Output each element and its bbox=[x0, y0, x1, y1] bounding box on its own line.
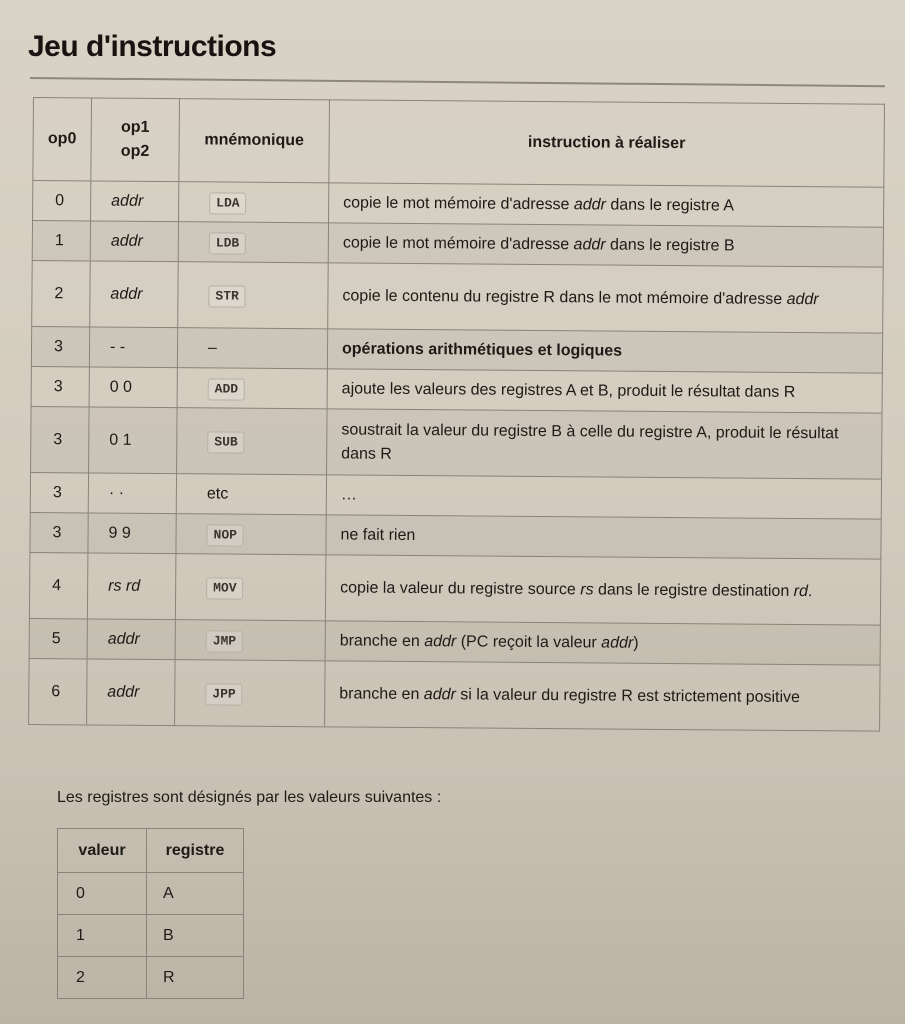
cell-op12: 0 0 bbox=[89, 367, 177, 408]
mnemonic-code: ADD bbox=[208, 378, 246, 400]
register-row bbox=[58, 873, 244, 915]
cell-mnemonic bbox=[178, 222, 328, 263]
table-row bbox=[30, 472, 881, 519]
title-divider bbox=[30, 77, 885, 87]
table-row bbox=[32, 221, 883, 268]
cell-op0: 3 bbox=[31, 366, 89, 406]
instruction-text: copie le mot mémoire d'adresse bbox=[342, 233, 574, 253]
table-row bbox=[32, 260, 883, 333]
cell-op12: 9 9 bbox=[88, 513, 176, 554]
mnemonic-code: JPP bbox=[205, 683, 243, 705]
instruction-text: copie le mot mémoire d'adresse bbox=[343, 193, 574, 213]
cell-instruction bbox=[325, 661, 881, 731]
cell-op0: 5 bbox=[29, 618, 87, 658]
cell-op12: addr bbox=[91, 181, 179, 222]
register-row bbox=[58, 957, 244, 999]
registers-note: Les registres sont désignés par les valeurs suivantes : bbox=[57, 789, 442, 806]
instruction-text: dans le registre destination bbox=[593, 580, 794, 600]
instruction-text: (PC reçoit la valeur bbox=[456, 632, 602, 651]
table-row bbox=[33, 181, 884, 228]
table-row bbox=[29, 552, 880, 625]
cell-op0: 6 bbox=[29, 658, 88, 724]
cell-instruction: soustrait la valeur du registre B à celle du registre A, produit le résultat dans R bbox=[327, 409, 883, 479]
mnemonic-code: MOV bbox=[206, 577, 244, 599]
register-value: 1 bbox=[58, 915, 147, 957]
cell-op12: 0 1 bbox=[89, 407, 178, 474]
instruction-text: dans le registre A bbox=[605, 196, 735, 215]
cell-instruction bbox=[325, 621, 880, 665]
instruction-operand: addr bbox=[573, 195, 606, 214]
mnemonic-code: STR bbox=[208, 285, 246, 307]
header-register: registre bbox=[147, 829, 244, 873]
cell-op12: rs rd bbox=[87, 553, 176, 620]
cell-op12: addr bbox=[87, 619, 175, 660]
cell-mnemonic bbox=[175, 554, 326, 621]
instruction-text: dans le registre B bbox=[605, 236, 735, 255]
table-row bbox=[31, 326, 882, 373]
cell-mnemonic bbox=[175, 660, 326, 727]
cell-mnemonic bbox=[178, 262, 329, 329]
cell-op12: addr bbox=[87, 659, 176, 726]
mnemonic-code: JMP bbox=[206, 630, 244, 652]
header-mnemonic: mnémonique bbox=[179, 99, 330, 183]
header-value: valeur bbox=[58, 829, 147, 873]
cell-op0: 3 bbox=[30, 472, 88, 512]
header-op1-op2 bbox=[91, 98, 180, 182]
cell-instruction-section: opérations arithmétiques et logiques bbox=[327, 329, 882, 373]
cell-op0: 1 bbox=[32, 221, 90, 261]
header-op2: op2 bbox=[120, 142, 150, 160]
cell-mnemonic bbox=[177, 408, 328, 475]
mnemonic-code: LDA bbox=[209, 192, 247, 214]
cell-op0: 3 bbox=[30, 512, 88, 552]
register-table bbox=[57, 828, 244, 999]
register-name: R bbox=[147, 957, 244, 999]
instruction-text: si la valeur du registre R est strictement positive bbox=[455, 685, 801, 706]
cell-instruction bbox=[328, 223, 883, 267]
cell-instruction bbox=[328, 263, 884, 333]
instruction-text: copie le contenu du registre R dans le mot mémoire d'adresse bbox=[342, 286, 787, 308]
header-op1: op1 bbox=[120, 118, 150, 136]
instruction-text: ) bbox=[633, 634, 639, 652]
table-row bbox=[29, 618, 880, 665]
register-table-container bbox=[57, 828, 244, 999]
header-instruction: instruction à réaliser bbox=[329, 100, 885, 187]
instruction-text: branche en bbox=[339, 631, 425, 650]
instruction-operand: addr bbox=[423, 685, 456, 703]
instruction-operand: rs bbox=[580, 580, 594, 598]
page-title: Jeu d'instructions bbox=[28, 30, 277, 63]
cell-op0: 4 bbox=[29, 552, 88, 618]
header-op0: op0 bbox=[33, 98, 92, 181]
instruction-operand: addr bbox=[601, 633, 634, 652]
cell-op0: 2 bbox=[32, 260, 91, 326]
instruction-table-container bbox=[28, 97, 885, 732]
cell-op0: 0 bbox=[33, 181, 91, 221]
instruction-operand: addr bbox=[573, 235, 606, 254]
table-row bbox=[31, 366, 882, 413]
cell-mnemonic bbox=[176, 514, 326, 555]
mnemonic-code: LDB bbox=[209, 232, 247, 254]
register-value: 2 bbox=[58, 957, 147, 999]
mnemonic-code: NOP bbox=[206, 524, 244, 546]
instruction-text: . bbox=[807, 582, 813, 600]
table-row bbox=[31, 406, 882, 479]
instruction-operand: rd bbox=[793, 582, 809, 600]
register-row bbox=[58, 915, 244, 957]
cell-op0: 3 bbox=[31, 406, 90, 472]
register-header-row bbox=[58, 829, 244, 873]
cell-mnemonic: etc bbox=[176, 474, 326, 515]
cell-op12: · · bbox=[88, 473, 176, 514]
cell-instruction: … bbox=[326, 475, 881, 519]
table-row bbox=[29, 658, 880, 731]
register-name: A bbox=[147, 873, 244, 915]
cell-op12: - - bbox=[89, 327, 177, 368]
table-row bbox=[30, 512, 881, 559]
cell-op0: 3 bbox=[31, 326, 89, 366]
cell-instruction: ajoute les valeurs des registres A et B, produit le résultat dans R bbox=[327, 369, 882, 413]
register-name: B bbox=[147, 915, 244, 957]
cell-mnemonic: – bbox=[177, 328, 327, 369]
cell-op12: addr bbox=[90, 261, 179, 328]
cell-mnemonic bbox=[179, 182, 329, 223]
cell-op12: addr bbox=[90, 221, 178, 262]
header-row bbox=[33, 98, 885, 188]
mnemonic-code: SUB bbox=[207, 431, 245, 453]
instruction-text: copie la valeur du registre source bbox=[340, 578, 581, 598]
instruction-table bbox=[28, 97, 885, 732]
instruction-text: branche en bbox=[339, 684, 424, 703]
instruction-operand: addr bbox=[786, 290, 819, 308]
cell-mnemonic bbox=[177, 368, 327, 409]
cell-instruction bbox=[329, 183, 884, 227]
register-value: 0 bbox=[58, 873, 147, 915]
cell-mnemonic bbox=[175, 620, 325, 661]
cell-instruction: ne fait rien bbox=[326, 515, 881, 559]
cell-instruction bbox=[325, 555, 881, 625]
instruction-operand: addr bbox=[424, 632, 457, 650]
